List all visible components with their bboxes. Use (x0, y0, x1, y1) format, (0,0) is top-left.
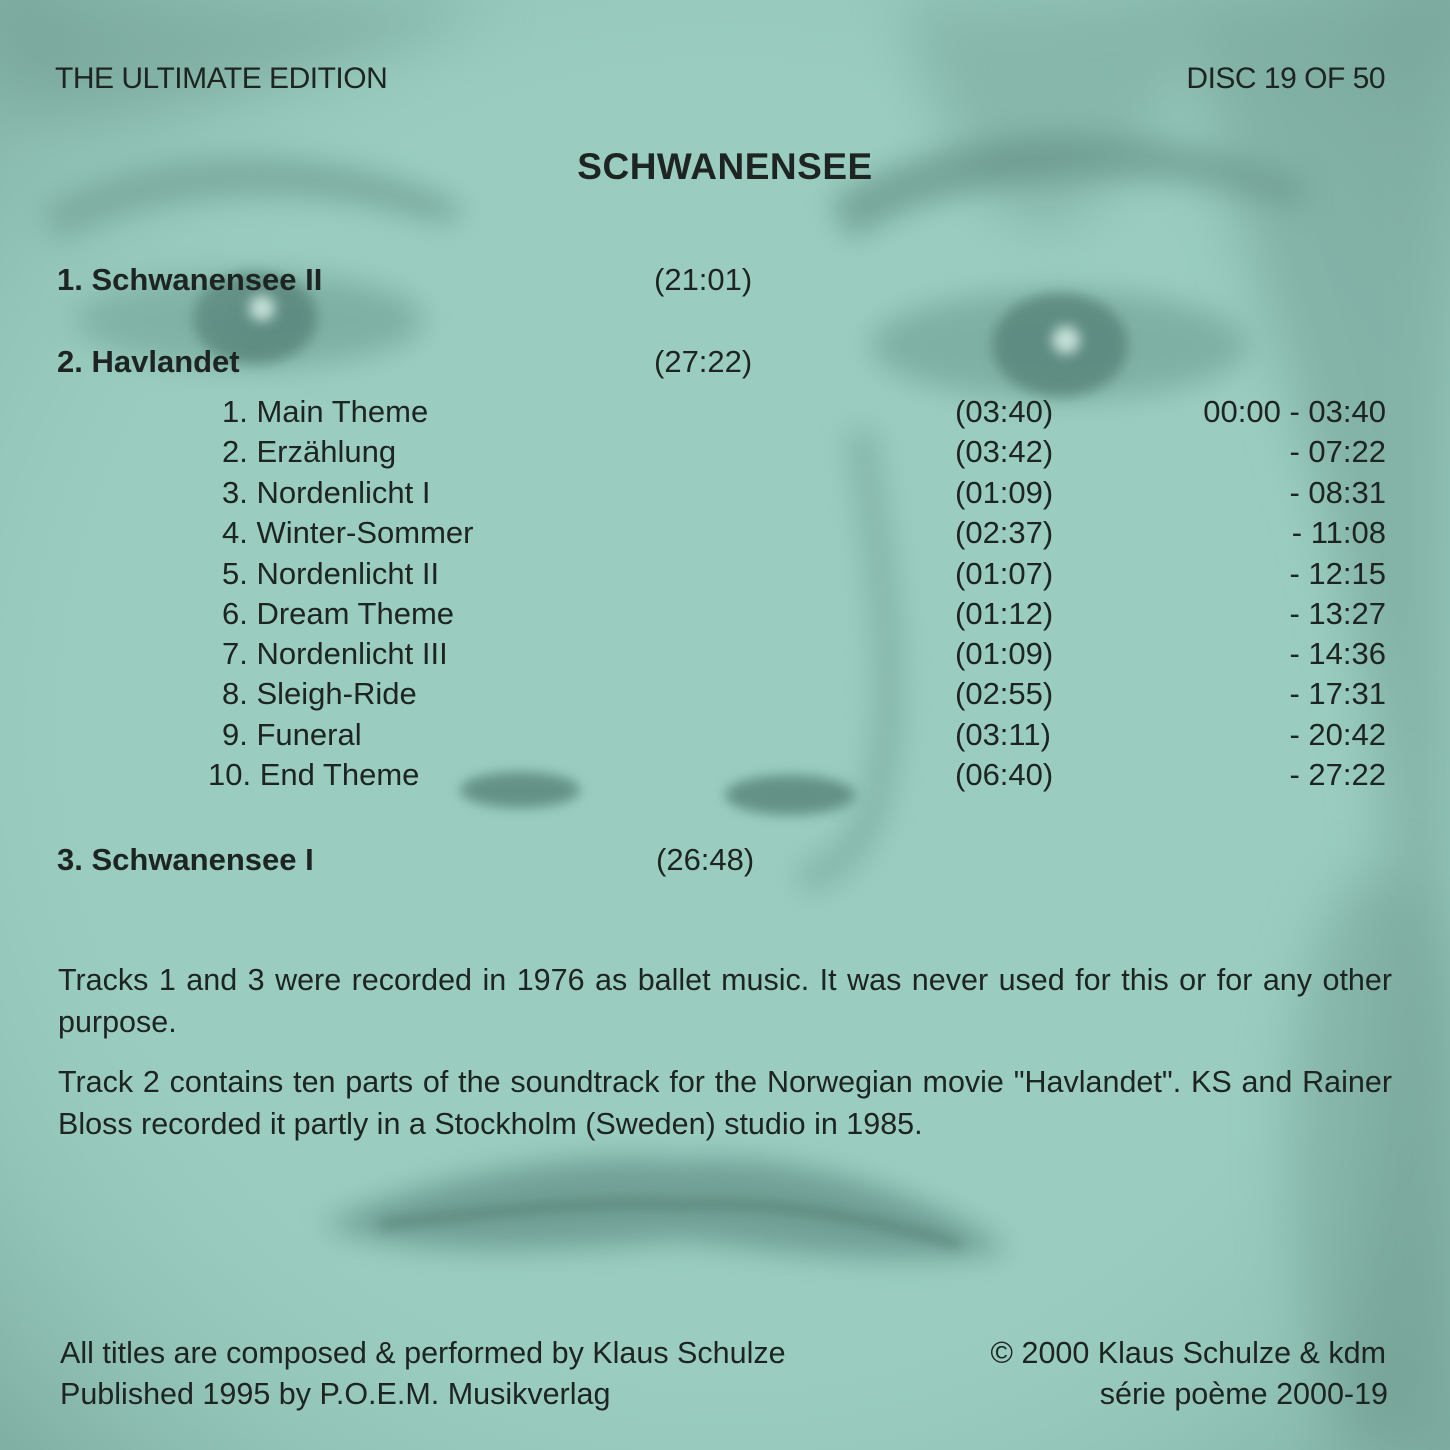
subtrack-duration: (03:40) (955, 394, 1054, 429)
subtrack-title: 6. Dream Theme (222, 596, 455, 631)
catalog-number: série poème 2000-19 (1099, 1377, 1388, 1411)
subtrack-title: 8. Sleigh-Ride (222, 676, 417, 711)
subtrack-time-range: - 08:31 (1289, 475, 1386, 510)
subtrack-time-range: - 20:42 (1289, 717, 1386, 752)
subtrack-time-range: - 12:15 (1289, 556, 1386, 591)
subtrack-duration: (03:11) (955, 717, 1051, 752)
publisher-credit: Published 1995 by P.O.E.M. Musikverlag (60, 1377, 611, 1411)
subtrack-duration: (01:07) (955, 556, 1054, 591)
edition-label: THE ULTIMATE EDITION (55, 62, 388, 95)
subtrack-title: 3. Nordenlicht I (222, 475, 431, 510)
subtrack-title: 9. Funeral (222, 717, 362, 752)
subtrack-title: 7. Nordenlicht III (222, 636, 448, 671)
liner-note-paragraph: Tracks 1 and 3 were recorded in 1976 as ballet music. It was never used for this or for any other purpose. (58, 963, 1392, 1039)
album-title: SCHWANENSEE (577, 146, 873, 187)
subtrack-duration: (06:40) (955, 757, 1054, 792)
track-title: 3. Schwanensee I (57, 842, 314, 877)
subtrack-time-range: - 13:27 (1289, 596, 1386, 631)
subtrack-duration: (01:09) (955, 636, 1054, 671)
subtrack-time-range: - 14:36 (1289, 636, 1386, 671)
track-title: 1. Schwanensee II (57, 262, 323, 297)
subtrack-time-range: - 11:08 (1291, 515, 1386, 550)
subtrack-title: 10. End Theme (208, 757, 420, 792)
subtrack-time-range: - 17:31 (1289, 676, 1386, 711)
subtrack-duration: (02:55) (955, 676, 1054, 711)
track-duration: (27:22) (654, 344, 753, 379)
subtrack-time-range: - 27:22 (1289, 757, 1386, 792)
subtrack-title: 4. Winter-Sommer (222, 515, 474, 550)
track-duration: (21:01) (654, 262, 753, 297)
subtrack-time-range: 00:00 - 03:40 (1203, 394, 1386, 429)
subtrack-time-range: - 07:22 (1289, 434, 1386, 469)
subtrack-title: 1. Main Theme (222, 394, 429, 429)
copyright-notice: © 2000 Klaus Schulze & kdm (990, 1336, 1386, 1370)
subtrack-duration: (02:37) (955, 515, 1054, 550)
subtrack-title: 2. Erzählung (222, 434, 397, 469)
disc-number: DISC 19 OF 50 (1186, 62, 1385, 95)
subtrack-duration: (01:12) (955, 596, 1054, 631)
liner-note-paragraph: Track 2 contains ten parts of the soundtrack for the Norwegian movie "Havlandet". KS and Rainer Bloss recorded it partly in a Stockholm (Sweden) studio in 1985. (58, 1065, 1392, 1141)
subtrack-duration: (03:42) (955, 434, 1054, 469)
composer-credit: All titles are composed & performed by Klaus Schulze (60, 1336, 786, 1370)
track-duration: (26:48) (656, 842, 755, 877)
subtrack-duration: (01:09) (955, 475, 1054, 510)
subtrack-title: 5. Nordenlicht II (222, 556, 440, 591)
track-title: 2. Havlandet (57, 344, 240, 379)
